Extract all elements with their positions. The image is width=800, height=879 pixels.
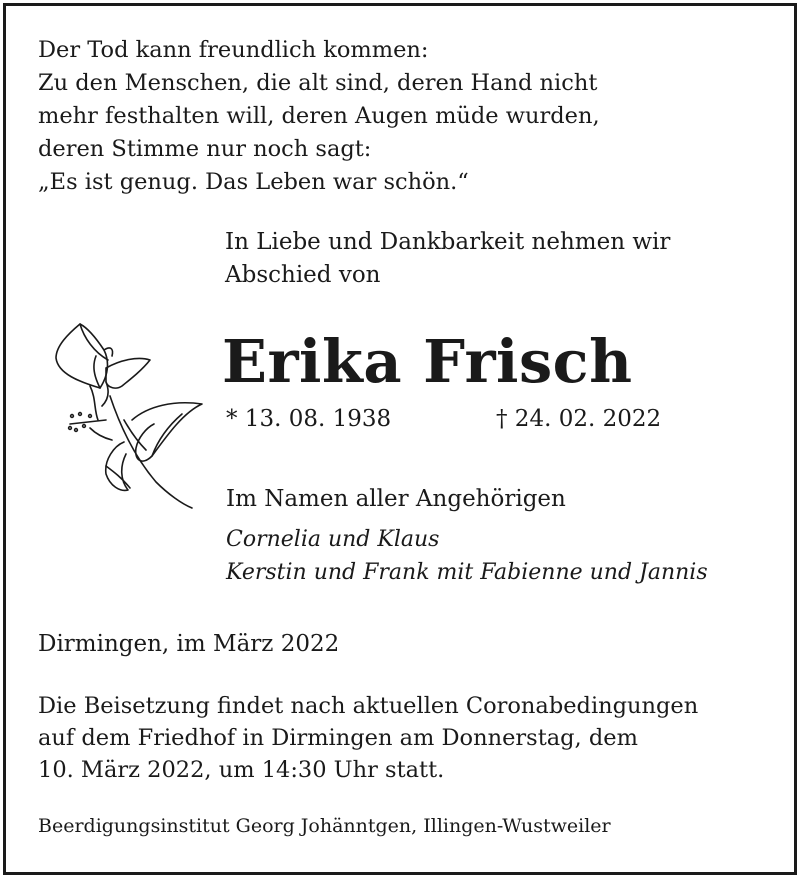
mourners-list [226,523,708,589]
calla-lily-icon [50,316,210,516]
poem-line: Der Tod kann freundlich kommen: [38,37,429,63]
undertaker: Beerdigungsinstitut Georg Johänntgen, Illingen-Wustweiler [38,815,611,837]
funeral-notice [38,690,698,786]
deceased-name: Erika Frisch [222,327,633,396]
funeral-line: Die Beisetzung findet nach aktuellen Coronabedingungen [38,693,699,719]
intro-line: Abschied von [225,262,381,288]
funeral-line: auf dem Friedhof in Dirmingen am Donnerstag, dem [38,725,638,751]
signoff: Im Namen aller Angehörigen [226,486,566,512]
intro-text [225,226,670,292]
poem-line: mehr festhalten will, deren Augen müde wurden, [38,103,600,129]
poem-line: deren Stimme nur noch sagt: [38,136,372,162]
place-date: Dirmingen, im März 2022 [38,631,340,657]
funeral-line: 10. März 2022, um 14:30 Uhr statt. [38,757,445,783]
death-date: † 24. 02. 2022 [496,406,662,432]
birth-date: * 13. 08. 1938 [226,406,392,432]
poem-line: Zu den Menschen, die alt sind, deren Hand nicht [38,70,598,96]
mourner-line: Cornelia und Klaus [226,527,440,552]
mourner-line: Kerstin und Frank mit Fabienne und Jannis [226,560,708,585]
obituary-frame [3,3,797,875]
poem-line: „Es ist genug. Das Leben war schön.“ [38,169,469,195]
intro-line: In Liebe und Dankbarkeit nehmen wir [225,229,671,255]
poem [38,34,600,199]
